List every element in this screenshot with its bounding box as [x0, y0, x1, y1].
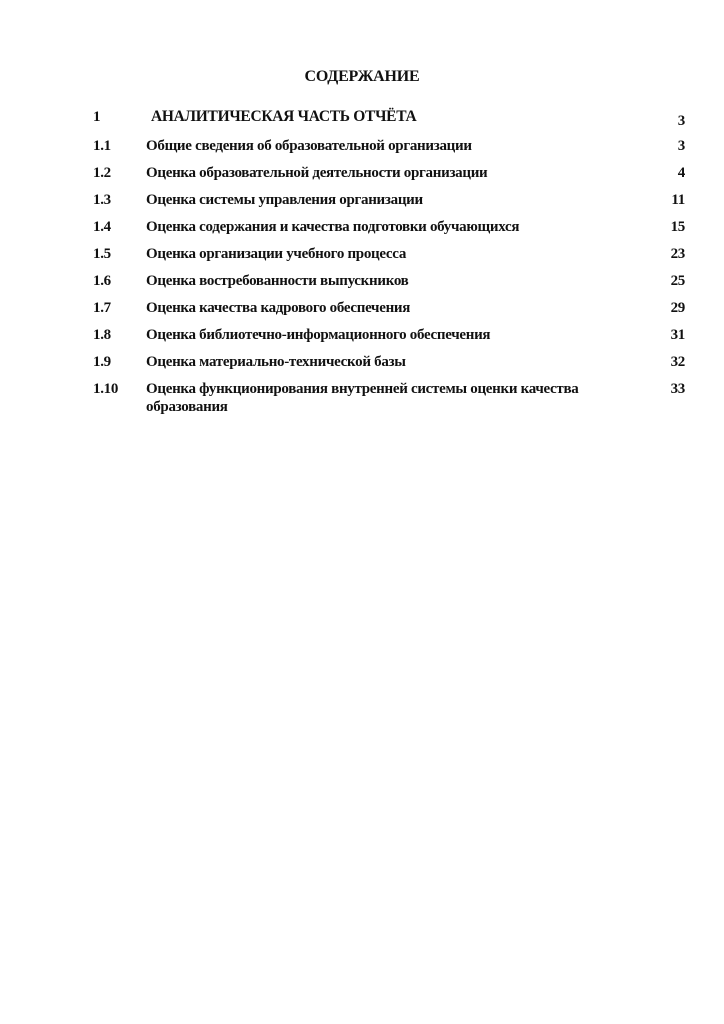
toc-entry-number: 1.10: [93, 381, 119, 397]
toc-entry-number: 1.7: [93, 300, 111, 316]
toc-entry-page: 33: [670, 381, 685, 397]
toc-entry[interactable]: [93, 191, 685, 209]
toc-entry-text: Оценка материально-технической базы: [146, 354, 406, 370]
toc-entry-text: Оценка качества кадрового обеспечения: [146, 300, 411, 316]
toc-entry-text: Оценка библиотечно-информационного обеспечения: [146, 327, 491, 343]
toc-entry-text: Оценка содержания и качества подготовки обучающихся: [146, 219, 520, 235]
toc-entry-number: 1.1: [93, 138, 111, 154]
toc-entry-text: Оценка образовательной деятельности организации: [146, 165, 488, 181]
toc-entry-number: 1.3: [93, 192, 111, 208]
toc-entry-page: 29: [670, 300, 685, 316]
toc-entry[interactable]: [93, 272, 685, 290]
toc-entry-page: 3: [677, 138, 685, 154]
toc-entry[interactable]: [93, 299, 685, 317]
table-of-contents: [93, 108, 685, 415]
toc-entry-page: 25: [670, 273, 685, 289]
toc-entry[interactable]: [93, 245, 685, 263]
toc-entry-number: 1.8: [93, 327, 111, 343]
toc-entry[interactable]: [93, 353, 685, 371]
toc-entry[interactable]: [93, 380, 685, 416]
toc-entry[interactable]: [93, 326, 685, 344]
toc-entry[interactable]: [93, 108, 685, 134]
toc-entry[interactable]: [93, 137, 685, 155]
toc-entry-text: АНАЛИТИЧЕСКАЯ ЧАСТЬ ОТЧЁТА: [151, 108, 417, 125]
toc-entry-number: 1.4: [93, 219, 111, 235]
toc-entry-page: 31: [670, 327, 685, 343]
toc-entry-page: 23: [670, 246, 685, 262]
toc-entry-text: Оценка системы управления организации: [146, 192, 423, 208]
toc-entry-number: 1.2: [93, 165, 111, 181]
toc-entry-text: Оценка востребованности выпускников: [146, 273, 409, 289]
toc-entry-number: 1.6: [93, 273, 111, 289]
toc-entry-text: Оценка организации учебного процесса: [146, 246, 407, 262]
toc-entry-text: Общие сведения об образовательной организации: [146, 138, 472, 154]
toc-entry-page: 32: [670, 354, 685, 370]
toc-entry-page: 3: [677, 113, 685, 129]
toc-entry[interactable]: [93, 164, 685, 182]
toc-entry-number: 1.5: [93, 246, 111, 262]
toc-entry-page: 4: [677, 165, 685, 181]
toc-entry-number: 1.9: [93, 354, 111, 370]
toc-entry-page: 11: [671, 192, 685, 208]
toc-title: СОДЕРЖАНИЕ: [304, 68, 420, 85]
toc-entry[interactable]: [93, 218, 685, 236]
toc-entry-number: 1: [93, 109, 101, 125]
toc-entry-text: Оценка функционирования внутренней системы оценки качества образования: [146, 381, 579, 415]
toc-entry-page: 15: [670, 219, 685, 235]
